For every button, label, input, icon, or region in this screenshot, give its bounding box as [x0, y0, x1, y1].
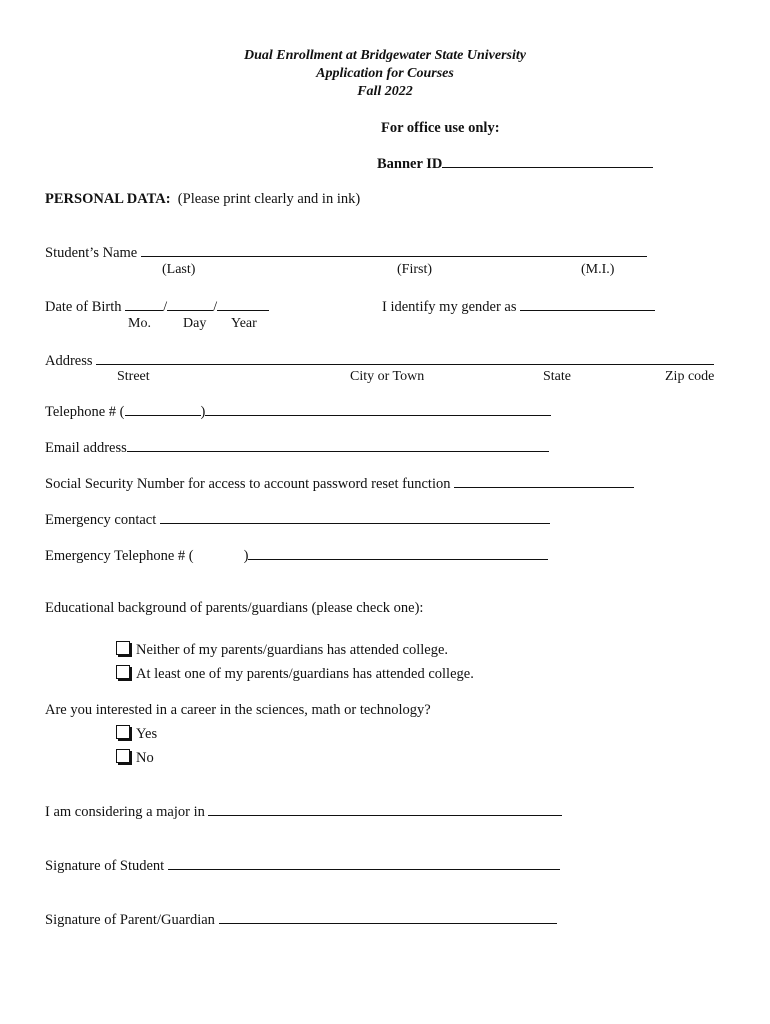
- ssn-field[interactable]: [454, 475, 634, 488]
- education-option-label: At least one of my parents/guardians has attended college.: [136, 666, 474, 682]
- parent-signature-field[interactable]: [219, 911, 557, 924]
- dob-year-field[interactable]: [217, 298, 269, 311]
- address-street-caption: Street: [117, 369, 150, 384]
- student-name-label: Student’s Name: [45, 245, 138, 261]
- banner-id-row: [377, 155, 653, 173]
- career-option-label: Yes: [136, 726, 158, 742]
- banner-id-label: Banner ID: [377, 156, 443, 172]
- major-row: [45, 803, 562, 821]
- email-row: [45, 439, 549, 457]
- gender-field[interactable]: [520, 298, 655, 311]
- checkbox-icon[interactable]: [116, 641, 130, 655]
- major-label: I am considering a major in: [45, 804, 205, 820]
- office-use-label: For office use only:: [381, 120, 500, 136]
- personal-data-note: (Please print clearly and in ink): [177, 191, 361, 207]
- dob-separator: /: [213, 299, 218, 315]
- address-row: [45, 352, 714, 370]
- student-name-row: [45, 244, 647, 262]
- ssn-label: Social Security Number for access to account password reset function: [45, 476, 451, 492]
- career-option-yes[interactable]: [116, 725, 157, 743]
- banner-id-field[interactable]: [442, 155, 653, 168]
- dob-month-caption: Mo.: [128, 316, 151, 331]
- telephone-row: [45, 403, 551, 421]
- name-first-caption: (First): [397, 262, 432, 277]
- checkbox-icon[interactable]: [116, 749, 130, 763]
- emergency-phone-label: Emergency Telephone # (: [45, 548, 194, 564]
- telephone-number-field[interactable]: [205, 403, 551, 416]
- student-name-field[interactable]: [141, 244, 647, 257]
- parent-signature-label: Signature of Parent/Guardian: [45, 912, 215, 928]
- form-subtitle: Application for Courses: [316, 66, 454, 81]
- dob-month-field[interactable]: [125, 298, 163, 311]
- dob-day-field[interactable]: [167, 298, 213, 311]
- dob-day-caption: Day: [183, 316, 207, 331]
- checkbox-icon[interactable]: [116, 725, 130, 739]
- telephone-label: Telephone # (: [45, 404, 125, 420]
- education-option[interactable]: [116, 665, 474, 683]
- student-signature-field[interactable]: [168, 857, 560, 870]
- education-question: Educational background of parents/guardians (please check one):: [45, 600, 424, 616]
- education-option-label: Neither of my parents/guardians has attended college.: [136, 642, 449, 658]
- personal-data-heading: [45, 191, 360, 208]
- emergency-phone-close-paren: ): [243, 548, 249, 564]
- ssn-row: [45, 475, 634, 493]
- education-option[interactable]: [116, 641, 448, 659]
- dob-year-caption: Year: [231, 316, 257, 331]
- emergency-contact-field[interactable]: [160, 511, 550, 524]
- dob-separator: /: [163, 299, 168, 315]
- email-label: Email address: [45, 440, 127, 456]
- career-option-no[interactable]: [116, 749, 154, 767]
- email-field[interactable]: [127, 439, 549, 452]
- telephone-area-code-field[interactable]: [125, 403, 201, 416]
- dob-row: [45, 298, 269, 316]
- parent-signature-row: [45, 911, 557, 929]
- gender-row: [382, 298, 655, 316]
- emergency-contact-label: Emergency contact: [45, 512, 157, 528]
- gender-label: I identify my gender as: [382, 299, 517, 315]
- student-signature-row: [45, 857, 560, 875]
- address-state-caption: State: [543, 369, 571, 384]
- emergency-contact-row: [45, 511, 550, 529]
- checkbox-icon[interactable]: [116, 665, 130, 679]
- student-signature-label: Signature of Student: [45, 858, 165, 874]
- dob-label: Date of Birth: [45, 299, 122, 315]
- form-term: Fall 2022: [357, 84, 413, 99]
- emergency-phone-number-field[interactable]: [248, 547, 548, 560]
- personal-data-title: PERSONAL DATA:: [45, 191, 171, 207]
- emergency-phone-row: [45, 547, 548, 565]
- address-field[interactable]: [96, 352, 714, 365]
- career-question: Are you interested in a career in the sciences, math or technology?: [45, 702, 431, 718]
- career-option-label: No: [136, 750, 154, 766]
- name-mi-caption: (M.I.): [581, 262, 615, 277]
- address-zip-caption: Zip code: [665, 369, 715, 384]
- form-title: Dual Enrollment at Bridgewater State University: [244, 48, 526, 63]
- telephone-close-paren: ): [200, 404, 206, 420]
- address-label: Address: [45, 353, 93, 369]
- name-last-caption: (Last): [162, 262, 196, 277]
- address-city-caption: City or Town: [350, 369, 425, 384]
- major-field[interactable]: [208, 803, 562, 816]
